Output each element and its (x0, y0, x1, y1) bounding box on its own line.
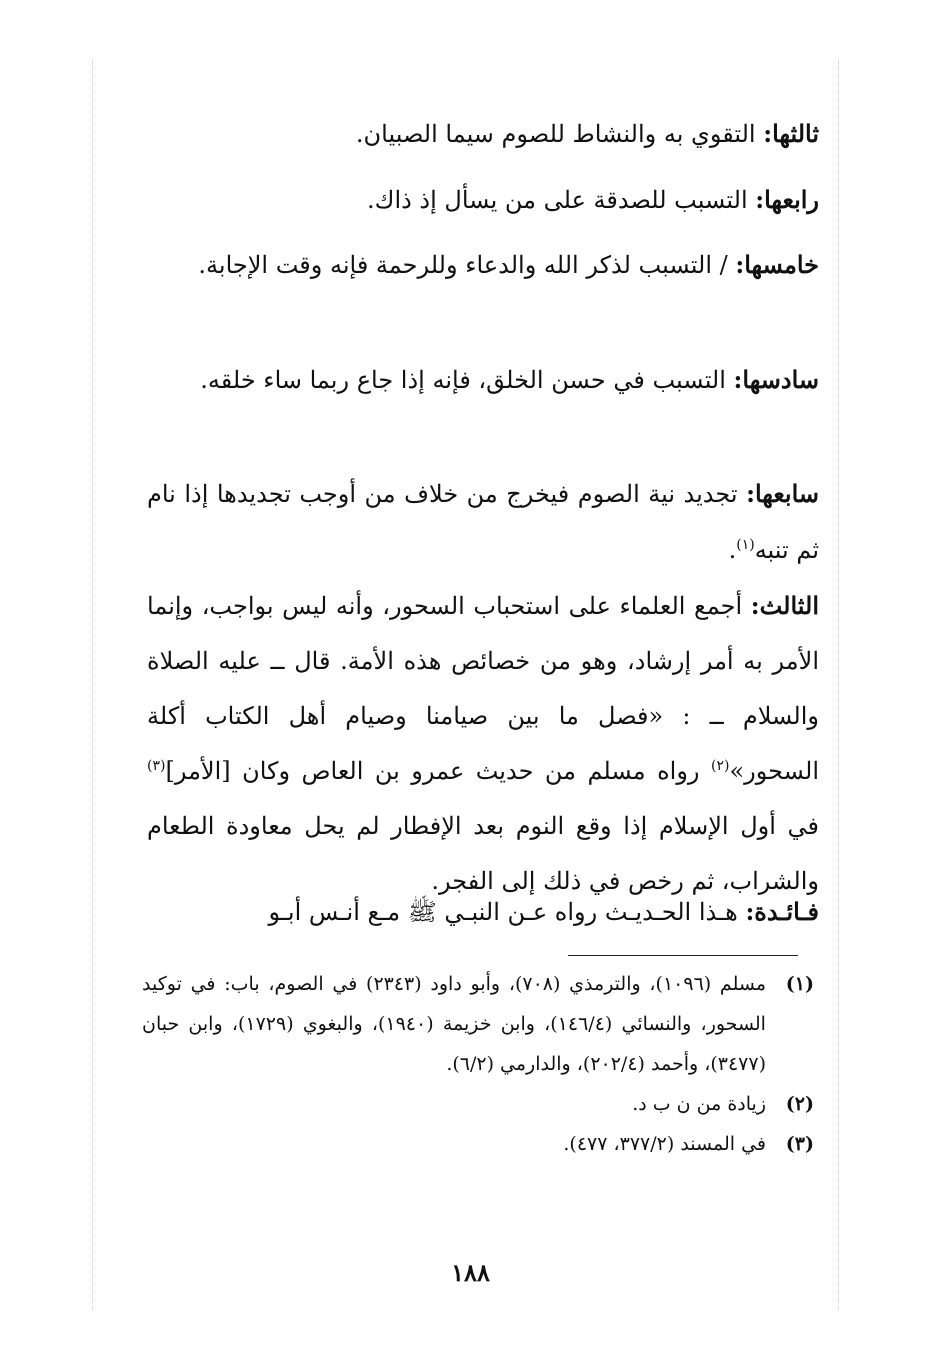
footnote-text: في المسند (٣٧٧/٢، ٤٧٧). (563, 1133, 766, 1155)
paragraph-text: التسبب في حسن الخلق، فإنه إذا جاع ربما ساء خلقه. (200, 366, 734, 394)
footnote-separator (568, 955, 798, 956)
footnote-text: مسلم (١٠٩٦)، والترمذي (٧٠٨)، وأبو داود (٢٣٤٣) في الصوم، باب: في توكيد السحور، والنسائي (١٤٦/٤)، وابن خزيمة (١٩٤٠)، والبغوي (١٧٢٩)، وابن حبان (٣٤٧٧)، وأحمد (٢٠٢/٤)، والدارمي (٦/٢). (142, 973, 766, 1075)
footnote-number: (١) (785, 973, 814, 995)
paragraph-third-benefit (147, 106, 819, 162)
paragraph-text: / التسبب لذكر الله والدعاء وللرحمة فإنه وقت الإجابة. (198, 251, 736, 279)
footnotes-section (142, 964, 814, 1164)
paragraph-seventh-benefit (147, 466, 819, 578)
section-text-part3: في أول الإسلام إذا وقع النوم بعد الإفطار لم يحل معاودة الطعام والشراب، ثم رخص في ذلك إلى الفجر. (147, 812, 819, 895)
footnote-text: زيادة من ن ب د. (632, 1093, 766, 1115)
benefit-lead: فـائـدة: (745, 897, 819, 926)
footnote-ref-2[interactable]: (٢) (710, 758, 730, 774)
scan-margin-right (838, 60, 841, 1310)
page-number: ١٨٨ (451, 1258, 490, 1287)
section-text-part1: أجمع العلماء على استحباب السحور، وأنه ليس بواجب، وإنما الأمر به أمر إرشاد، وهو من خصائص هذه الأمة. قال ــ عليه الصلاة والسلام ــ : «فصل ما بين صيامنا وصيام أهل الكتاب أكلة السحور» (147, 592, 819, 785)
paragraph-lead: سابعها: (746, 479, 819, 508)
paragraph-end: . (728, 536, 737, 564)
paragraph-lead: سادسها: (733, 365, 819, 394)
footnote-number: (٢) (785, 1093, 814, 1115)
paragraph-lead: رابعها: (755, 185, 819, 214)
footnote-2 (142, 1084, 814, 1124)
paragraph-lead: ثالثها: (763, 119, 819, 148)
paragraph-text: التسبب للصدقة على من يسأل إذ ذاك. (367, 186, 756, 214)
paragraph-fifth-benefit (147, 236, 819, 294)
section-text-part2: رواه مسلم من حديث عمرو بن العاص وكان [الأمر] (165, 757, 711, 785)
paragraph-text: تجديد نية الصوم فيخرج من خلاف من أوجب تجديدها إذا نام ثم تنبه (147, 480, 819, 564)
footnote-3 (142, 1124, 814, 1164)
benefit-text: هـذا الحـديـث رواه عـن النبـي ﷺ مـع أنـس أبـو (268, 898, 746, 926)
paragraph-lead: خامسها: (735, 250, 819, 279)
paragraph-text: التقوي به والنشاط للصوم سيما الصبيان. (355, 120, 764, 148)
paragraph-sixth-benefit (147, 352, 819, 408)
section-lead: الثالث: (750, 591, 819, 620)
scan-margin-left (92, 60, 95, 1310)
footnote-1 (142, 964, 814, 1084)
paragraph-benefit-note (147, 884, 819, 940)
section-third-point (147, 578, 819, 909)
footnote-number: (٣) (785, 1133, 814, 1155)
paragraph-fourth-benefit (147, 172, 819, 228)
footnote-ref-3[interactable]: (٣) (147, 758, 166, 774)
footnote-ref-1[interactable]: (١) (736, 537, 755, 553)
